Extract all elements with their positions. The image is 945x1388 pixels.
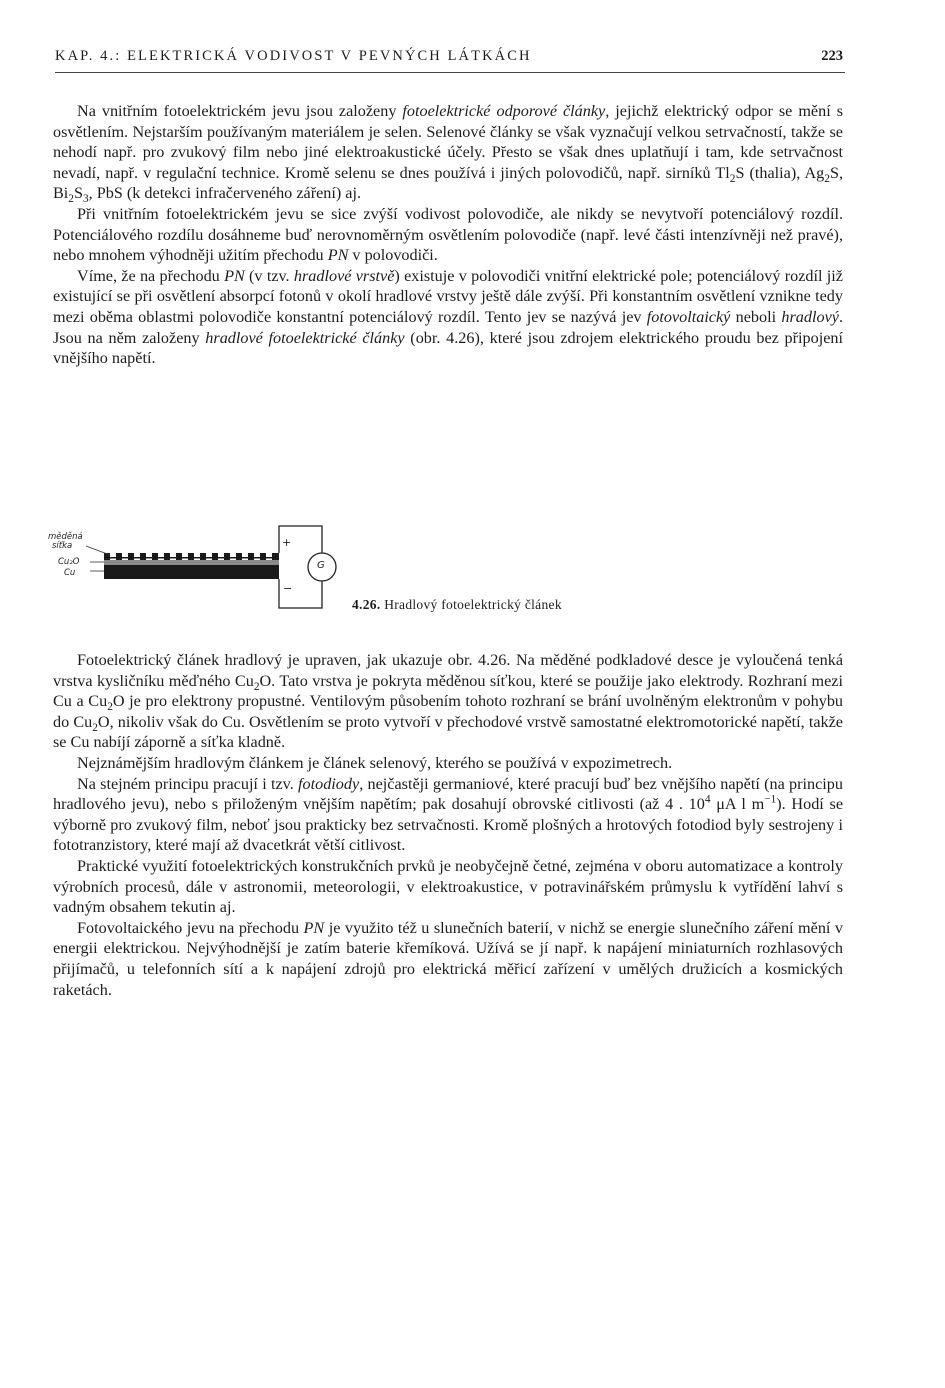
- figure-caption-text: Hradlový fotoelektrický článek: [384, 597, 562, 612]
- paragraph: Víme, že na přechodu PN (v tzv. hradlové vrstvě) existuje v polovodiči vnitřní elektrické pole; potenciálový rozdíl již existující se při osvětlení absorpcí fotonů v okolí hradlové vrstvy ještě dále zvýší. Při konstantním osvětlení vznikne tedy mezi oběma oblastmi polovodiče konstantní potenciálový rozdíl. Tento jev se nazývá jev fotovoltaický neboli hradlový. Jsou na něm založeny hradlové fotoelektrické články (obr. 4.26), které jsou zdrojem elektrického proudu bez připojení vnějšího napětí.: [53, 266, 843, 368]
- page-number: 223: [821, 48, 843, 64]
- text-block-top: [53, 101, 843, 369]
- paragraph: Na stejném principu pracují i tzv. fotodiody, nejčastěji germaniové, které pracují buď bez vnějšího napětí (na principu hradlového jevu), nebo s přiloženým vnějším napětím; pak dosahují obrovské citlivosti (až 4 . $10^4$ μA l $m^{-1}$). Hodí se výborně pro zvukový film, neboť jsou prakticky bez setrvačnosti. Kromě plošných a hrotových fotodiod byly sestrojeny i fototranzistory, které mají až dvacetkrát větší citlivost.: [53, 774, 844, 855]
- label-cu: Cu: [64, 568, 76, 578]
- copper-grid: [104, 553, 279, 560]
- paragraph: Fotovoltaického jevu na přechodu PN je využito též u slunečních baterií, v nichž se energie slunečního záření mění v energii elektrickou. Nejvýhodnější je zatím baterie křemíková. Užívá se jí např. k napájení miniaturních rozhlasových přijímačů, u telefonních sítí a k napájení zdrojů pro elektrická měřicí zařízení v umělých družicích a kosmických raketách.: [53, 918, 843, 999]
- paragraph: Při vnitřním fotoelektrickém jevu se sice zvýší vodivost polovodiče, ale nikdy se nevytvoří potenciálový rozdíl. Potenciálového rozdílu dosáhneme buď nerovnoměrným osvětlením polovodiče (např. levé části intenzívněji než pravé), nebo mnohem výhodněji užitím přechodu PN v polovodiči.: [53, 204, 843, 265]
- paragraph: Na vnitřním fotoelektrickém jevu jsou založeny fotoelektrické odporové články, jejichž elektrický odpor se mění s osvětlením. Nejstarším používaným materiálem je selen. Selenové články se však vyznačují velkou setrvačností, takže se nehodí např. pro zvukový film nebo jiné elektroakustické účely. Přesto se však dnes uplatňují i tam, kde setrvačnost nevadí, např. v regulační technice. Kromě selenu se dnes používá i jiných polovodičů, např. sirníků $Tl_2S$ (thalia), $Ag_2S$, $Bi_2S_3$, PbS (k detekci infračerveného záření) aj.: [53, 102, 843, 206]
- paragraph: Praktické využití fotoelektrických konstrukčních prvků je neobyčejně četné, zejména v oboru automatizace a kontroly výrobních procesů, dále v astronomii, meteorologii, v elektroakustice, v potravinářském průmyslu k vytřídění lahví s vadným obsahem tekutin aj.: [53, 856, 843, 917]
- text-block-bottom: [53, 650, 843, 1000]
- label-galvanometer: G: [317, 560, 325, 571]
- label-copper-grid: měděná: [48, 532, 83, 542]
- paragraph: Nejznámějším hradlovým článkem je článek selenový, kterého se používá v expozimetrech.: [77, 753, 673, 772]
- cu2o-layer: [104, 560, 279, 565]
- label-plus: +: [282, 536, 292, 549]
- figure-number: 4.26.: [352, 597, 381, 612]
- chapter-title: KAP. 4.: ELEKTRICKÁ VODIVOST V PEVNÝCH LÁTKÁCH: [55, 48, 532, 64]
- paragraph: Fotoelektrický článek hradlový je upraven, jak ukazuje obr. 4.26. Na měděné podkladové desce je vyloučená tenká vrstva kysličníku měďného $Cu_2O$. Tato vrstva je pokryta měděnou síťkou, které se použije jako elektrody. Rozhraní mezi Cu a $Cu_2O$ je pro elektrony propustné. Ventilovým působením tohoto rozhraní se brání uvolněným elektronům v pohybu do $Cu_2O$, nikoliv však do Cu. Osvětlením se proto vytvoří v přechodové vrstvě samostatné elektromotorické napětí, takže se Cu nabíjí záporně a síťka kladně.: [53, 651, 843, 752]
- figure-caption: [352, 597, 562, 613]
- label-minus: −: [283, 582, 293, 595]
- copper-plate: [104, 565, 279, 579]
- label-cu2o: Cu₂O: [58, 557, 80, 567]
- running-header: [55, 48, 845, 73]
- label-copper-grid-2: síťka: [52, 541, 73, 551]
